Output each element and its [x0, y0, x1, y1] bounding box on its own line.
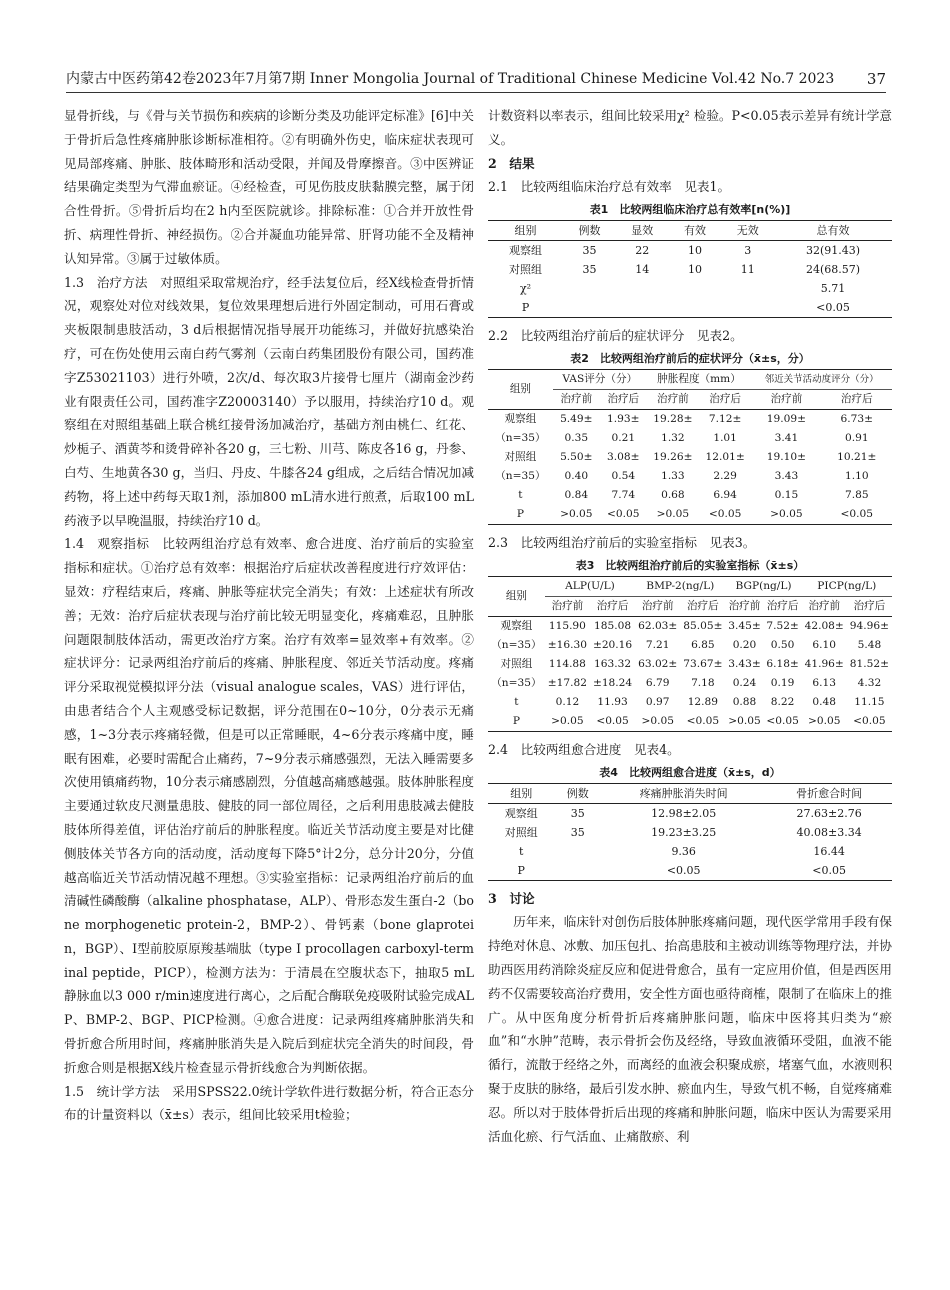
table-cell: 1.10: [844, 469, 869, 482]
table-cell: 12.01±: [705, 450, 745, 463]
table-header-row: [488, 783, 892, 803]
header-cell: 组别: [488, 783, 554, 803]
table-cell: 19.26±: [653, 450, 693, 463]
table-cell: <0.05: [708, 507, 742, 520]
table-3: [488, 576, 892, 732]
header-cell: 治疗前: [647, 389, 699, 409]
table-cell: P: [517, 863, 525, 877]
table-row: [488, 655, 892, 674]
table-cell: 22: [635, 244, 650, 258]
table-cell: <0.05: [816, 301, 850, 315]
header-cell: 治疗后: [847, 596, 892, 616]
table-row: [488, 260, 892, 279]
table-cell: 6.13: [812, 676, 836, 689]
table-cell: t: [518, 488, 523, 501]
table-1: [488, 220, 892, 318]
table-cell: 19.10±: [766, 450, 807, 463]
table-row: [488, 241, 892, 261]
table-cell: 6.73±: [840, 412, 874, 425]
paragraph: 计数资料以率表示，组间比较采用χ² 检验。P<0.05表示差异有统计学意义。: [488, 108, 892, 147]
table-cell: 16.44: [813, 844, 845, 858]
table-cell: 6.10: [812, 638, 836, 651]
table-cell: 3.43: [774, 469, 799, 482]
header-cell: 治疗前: [545, 596, 590, 616]
table-cell: 1.01: [713, 431, 737, 444]
table-cell: 观察组: [504, 806, 538, 820]
table-cell: 115.90: [548, 619, 586, 632]
table-cell: <0.05: [766, 714, 799, 727]
table-cell: >0.05: [770, 507, 803, 520]
table-subheader-row: [488, 596, 892, 616]
header-cell: 邻近关节活动度评分（分）: [751, 369, 892, 389]
table-cell: <0.05: [666, 863, 701, 877]
header-cell: 例数: [563, 221, 616, 241]
header-cell: 骨折愈合时间: [766, 783, 892, 803]
header-cell: 治疗前: [802, 596, 847, 616]
table-cell: 0.88: [732, 695, 757, 708]
table-cell: （n=35）: [491, 638, 542, 651]
table-cell: 0.19: [770, 676, 795, 689]
table-cell: 5.50±: [560, 450, 593, 463]
table-cell: [563, 279, 616, 298]
table-cell: P: [512, 714, 520, 727]
table-cell: ±17.82: [547, 676, 587, 689]
table-cell: >0.05: [560, 507, 593, 520]
table-cell: 0.35: [564, 431, 589, 444]
header-cell: BGP(ng/L): [725, 576, 801, 596]
table-cell: [616, 279, 669, 298]
table-cell: 0.24: [732, 676, 757, 689]
section-1-5: 1.5 统计学方法 采用SPSS22.0统计学软件进行数据分析，符合正态分布的计量资料以（x̄±s）表示，组间比较采用t检验；: [64, 1083, 474, 1123]
header-cell: 有效: [669, 221, 722, 241]
table-cell: 0.12: [555, 695, 580, 708]
table-row: [488, 467, 892, 486]
table-cell: 4.32: [857, 676, 882, 689]
table-cell: 35: [582, 263, 597, 277]
header-cell: 例数: [554, 783, 601, 803]
table-cell: <0.05: [607, 507, 640, 520]
heading-discussion: 3 讨论: [488, 890, 535, 906]
table-cell: [669, 279, 722, 298]
page-number: 37: [866, 70, 886, 88]
header-cell: 疼痛肿胀消失时间: [601, 783, 766, 803]
section-1-3: 1.3 治疗方法 对照组采取常规治疗，经手法复位后，经X线检查骨折情况，观察处对位对线效果，复位效果理想后进行外固定制动，可用石膏或夹板限制患肢活动，3 d后根据情况指导展开功能练习，并做好抗感染治疗，可在伤处使用云南白药气雾剂（云南白药集团股份有限公司，国药准字Z53021103）进行外喷，2次/d、每次取3片接骨七厘片（湖南金沙药业有限责任公司，国药准字Z20003140）予以服用，持续治疗10 d。观察组在对照组基础上联合桃红接骨汤加减治疗，基础方剂由桃仁、红花、炒栀子、酒黄芩和烫骨碎补各20 g，三七粉、川芎、陈皮各16 g，丹参、白芍、生地黄各30 g，当归、丹皮、牛膝各24 g组成，之后结合情况加减药物，将上述中药每天取1剂，添加800 mL清水进行煎煮，后取100 mL药液予以早晚温服，持续治疗10 d。: [64, 274, 474, 528]
table-cell: 163.32: [594, 657, 632, 670]
table-cell: 10: [687, 244, 702, 258]
table-cell: 8.22: [770, 695, 795, 708]
table-2-caption: 表2 比较两组治疗前后的症状评分（x̄±s，分）: [570, 351, 810, 365]
header-cell: 治疗后: [680, 596, 725, 616]
header-cell: 显效: [616, 221, 669, 241]
table-cell: 42.08±: [804, 619, 844, 632]
table-cell: ±20.16: [592, 638, 633, 651]
left-column: [64, 104, 474, 1127]
table-cell: 94.96±: [849, 619, 889, 632]
table-cell: 7.52±: [766, 619, 799, 632]
table-2: [488, 369, 892, 525]
header-cell: BMP-2(ng/L): [635, 576, 725, 596]
section-2-4: 2.4 比较两组愈合进度 见表4。: [488, 741, 680, 757]
header-cell: 治疗前: [725, 596, 763, 616]
table-row: [488, 674, 892, 693]
table-cell: [721, 298, 774, 318]
header-cell: PICP(ng/L): [802, 576, 892, 596]
table-cell: 11.15: [854, 695, 885, 708]
paragraph: 显骨折线，与《骨与关节损伤和疾病的诊断分类及功能评定标准》[6]中关于骨折后急性疼痛肿胀诊断标准相符。②有明确外伤史，临床症状表现可见局部疼痛、肿胀、肢体畸形和活动受限，并闻及骨摩擦音。③中医辨证结果确定类型为气滞血瘀证。④经检查，可见伤肢皮肤黏膜完整，属于闭合性骨折。⑤骨折后均在2 h内至医院就诊。排除标准：①合并开放性骨折、病理性骨折、神经损伤。②合并凝血功能异常、肝肾功能不全及精神认知异常。③属于过敏体质。: [64, 108, 474, 266]
header-cell: 肿胀程度（mm）: [647, 369, 752, 389]
table-cell: χ²: [520, 282, 532, 296]
table-cell: [669, 298, 722, 318]
header-cell: 治疗前: [553, 389, 600, 409]
table-cell: ±16.30: [547, 638, 587, 651]
section-2-1: 2.1 比较两组临床治疗总有效率 见表1。: [488, 179, 731, 195]
table-row: [488, 636, 892, 655]
table-cell: 35: [570, 825, 585, 839]
table-cell: 19.23±3.25: [651, 825, 717, 839]
table-cell: 6.85: [691, 638, 715, 651]
table-cell: 63.02±: [638, 657, 678, 670]
header-cell: 组别: [488, 369, 553, 409]
table-cell: 1.93±: [607, 412, 640, 425]
table-cell: >0.05: [656, 507, 690, 520]
table-row: [488, 712, 892, 732]
table-cell: 10: [687, 263, 702, 277]
table-row: [488, 486, 892, 505]
table-cell: 观察组: [500, 619, 533, 632]
journal-info: 内蒙古中医药第42卷2023年7月第7期 Inner Mongolia Journal of Traditional Chinese Medicine Vol.42 No.7 2023: [66, 71, 835, 87]
table-cell: 19.28±: [653, 412, 693, 425]
table-header-row: [488, 576, 892, 596]
table-cell: 0.48: [812, 695, 836, 708]
table-cell: 10.21±: [837, 450, 877, 463]
header-cell: 组别: [488, 221, 563, 241]
table-cell: >0.05: [728, 714, 761, 727]
table-cell: （n=35）: [491, 676, 542, 689]
table-cell: <0.05: [686, 714, 720, 727]
table-cell: >0.05: [551, 714, 584, 727]
table-row: [488, 409, 892, 429]
header-cell: 总有效: [774, 221, 892, 241]
table-row: [488, 298, 892, 318]
table-cell: 12.89: [687, 695, 719, 708]
table-cell: 0.20: [732, 638, 757, 651]
table-cell: [554, 861, 601, 881]
header-cell: 治疗后: [822, 389, 892, 409]
table-cell: 32(91.43): [806, 244, 861, 258]
table-4-caption: 表4 比较两组愈合进度（x̄±s，d）: [599, 765, 781, 779]
table-cell: 5.48: [857, 638, 882, 651]
header-cell: 组别: [488, 576, 545, 616]
table-row: [488, 823, 892, 842]
table-row: [488, 842, 892, 861]
heading-results: 2 结果: [488, 155, 535, 171]
table-cell: 27.63±2.76: [796, 806, 862, 820]
table-cell: 14: [635, 263, 650, 277]
table-cell: P: [516, 507, 524, 520]
table-cell: 对照组: [504, 450, 537, 463]
table-row: [488, 803, 892, 823]
table-cell: [721, 279, 774, 298]
table-cell: 0.84: [564, 488, 589, 501]
table-cell: 2.29: [713, 469, 737, 482]
table-cell: 1.32: [661, 431, 685, 444]
section-2-3: 2.3 比较两组治疗前后的实验室指标 见表3。: [488, 534, 756, 550]
table-cell: 7.18: [691, 676, 715, 689]
table-cell: （n=35）: [495, 431, 546, 444]
table-cell: 3: [744, 244, 752, 258]
header-cell: 治疗前: [751, 389, 821, 409]
table-cell: 114.88: [548, 657, 586, 670]
table-cell: P: [521, 301, 530, 315]
table-cell: 85.05±: [683, 619, 723, 632]
table-cell: 3.41: [774, 431, 799, 444]
table-row: [488, 861, 892, 881]
table-cell: >0.05: [807, 714, 841, 727]
table-cell: ±18.24: [592, 676, 633, 689]
table-cell: [563, 298, 616, 318]
table-cell: 6.94: [713, 488, 737, 501]
header-cell: 治疗后: [764, 596, 802, 616]
table-cell: 对照组: [504, 825, 538, 839]
table-cell: 24(68.57): [806, 263, 861, 277]
table-cell: 对照组: [500, 657, 533, 670]
header-cell: 治疗前: [635, 596, 680, 616]
table-cell: 0.15: [774, 488, 799, 501]
table-cell: 0.40: [564, 469, 589, 482]
table-cell: t: [514, 695, 519, 708]
table-row: [488, 448, 892, 467]
running-header: [66, 66, 886, 93]
table-cell: 3.45±: [728, 619, 761, 632]
table-header-row: [488, 369, 892, 389]
table-row: [488, 505, 892, 525]
table-cell: 9.36: [671, 844, 696, 858]
table-cell: 3.43±: [728, 657, 761, 670]
table-cell: （n=35）: [495, 469, 546, 482]
table-3-caption: 表3 比较两组治疗前后的实验室指标（x̄±s）: [575, 558, 805, 572]
table-cell: 62.03±: [638, 619, 678, 632]
header-cell: 治疗后: [699, 389, 751, 409]
table-row: [488, 693, 892, 712]
table-cell: <0.05: [596, 714, 629, 727]
header-cell: ALP(U/L): [545, 576, 635, 596]
table-cell: 3.08±: [607, 450, 640, 463]
table-cell: <0.05: [840, 507, 874, 520]
table-cell: 73.67±: [683, 657, 723, 670]
table-cell: <0.05: [812, 863, 846, 877]
table-cell: [554, 842, 601, 861]
table-cell: 0.54: [611, 469, 636, 482]
table-4: [488, 783, 892, 881]
table-cell: t: [519, 844, 524, 858]
table-cell: 7.85: [844, 488, 869, 501]
section-1-4: 1.4 观察指标 比较两组治疗总有效率、愈合进度、治疗前后的实验室指标和症状。①治疗总有效率：根据治疗后症状改善程度进行疗效评估：显效：疗程结束后，疼痛、肿胀等症状完全消失；有效：上述症状有所改善；无效：治疗后症状表现与治疗前比较无明显变化，疼痛难忍，且肿胀问题限制肢体活动，需更改治疗方案。治疗有效率=显效率+有效率。②症状评分：记录两组治疗前后的疼痛、肿胀程度、邻近关节活动度。疼痛评分采取视觉模拟评分法（visual analogue scales，VAS）进行评估，由患者结合个人主观感受标记数据，评分范围在0~10分，0分表示无痛感，1~3分表示疼痛轻微，但是可以正常睡眠，4~6分表示疼痛中度，睡眠有困难，必要时需配合止痛药，7~9分表示痛感强烈，无法入睡需要多次使用镇痛药物，10分表示痛感剧烈，分值越高痛感越强。肢体肿胀程度主要通过软皮尺测量患肢、健肢的同一部位周径，之后利用患肢减去健肢肢体所得差值，评估治疗前后的肿胀程度。临近关节活动度主要是对比健侧肢体关节各方向的活动度，活动度每下降5°计2分，总分计20分，分值越高临近关节活动情况越不理想。③实验室指标：记录两组治疗前后的血清碱性磷酸酶（alkaline phosphatase，ALP）、骨形态发生蛋白-2（bone morphogenetic protein-2，BMP-2）、骨钙素（bone glaprotein，BGP）、I型前胶原原羧基端肽（type I procollagen carboxyl-terminal peptide，PICP），检测方法为：于清晨在空腹状态下，抽取5 mL静脉血以3 000 r/min速度进行离心，之后配合酶联免疫吸附试验完成ALP、BMP-2、BGP、PICP检测。④愈合进度：记录两组疼痛肿胀消失和骨折愈合所用时间，疼痛肿胀消失是入院后到症状完全消失的时间段，骨折愈合则是根据X线片检查显示骨折线愈合为判断依据。: [64, 536, 474, 1075]
table-cell: <0.05: [853, 714, 886, 727]
table-cell: [616, 298, 669, 318]
table-cell: 对照组: [509, 263, 543, 277]
table-cell: 11.93: [597, 695, 628, 708]
right-column: [488, 104, 892, 1148]
table-cell: 0.21: [611, 431, 636, 444]
section-2-2: 2.2 比较两组治疗前后的症状评分 见表2。: [488, 328, 743, 344]
header-cell: VAS评分（分）: [553, 369, 647, 389]
table-1-caption: 表1 比较两组临床治疗总有效率[n(%)]: [589, 203, 791, 217]
table-cell: 40.08±3.34: [796, 825, 862, 839]
table-cell: 5.71: [820, 282, 846, 296]
table-cell: 6.79: [645, 676, 670, 689]
table-cell: 35: [570, 806, 585, 820]
table-cell: >0.05: [641, 714, 674, 727]
table-cell: 12.98±2.05: [651, 806, 717, 820]
discussion-paragraph: 历年来，临床针对创伤后肢体肿胀疼痛问题，现代医学常用手段有保持绝对休息、冰敷、加压包扎、抬高患肢和主被动训练等物理疗法，并协助西医用药消除炎症反应和促进骨愈合，虽有一定应用价值，但是西医用药不仅需要较高治疗费用，安全性方面也亟待商榷，限制了在临床上的推广。从中医角度分析骨折后疼痛肿胀问题，临床中医将其归类为“瘀血”和“水肿”范畴，表示骨折会伤及经络，导致血液循环受阻，血液不能循行，流散于经络之外，而离经的血液会积聚成瘀，堵塞气血，水液则积聚于皮肤的脉络，最后引发水肿、瘀血内生，导致气机不畅，自觉疼痛难忍。所以对于肢体骨折后出现的疼痛和肿胀问题，临床中医认为需要采用活血化瘀、行气活血、止痛散瘀、利: [488, 914, 892, 1144]
table-cell: 0.50: [770, 638, 795, 651]
table-cell: 0.97: [645, 695, 670, 708]
table-row: [488, 616, 892, 636]
table-cell: 1.33: [661, 469, 685, 482]
table-cell: 0.68: [661, 488, 685, 501]
table-cell: 7.12±: [708, 412, 742, 425]
table-cell: 7.21: [645, 638, 670, 651]
header-cell: 治疗后: [590, 596, 635, 616]
table-cell: 5.49±: [560, 412, 593, 425]
table-cell: 185.08: [594, 619, 632, 632]
header-cell: 治疗后: [600, 389, 647, 409]
table-cell: 6.18±: [766, 657, 799, 670]
table-cell: 11: [740, 263, 755, 277]
table-cell: 0.91: [844, 431, 869, 444]
table-cell: 7.74: [611, 488, 636, 501]
table-cell: 观察组: [509, 244, 543, 258]
table-row: [488, 429, 892, 448]
header-cell: 无效: [721, 221, 774, 241]
table-cell: 41.96±: [804, 657, 844, 670]
table-header-row: [488, 221, 892, 241]
table-cell: 19.09±: [766, 412, 807, 425]
table-row: [488, 279, 892, 298]
table-cell: 35: [582, 244, 597, 258]
table-cell: 81.52±: [849, 657, 889, 670]
table-cell: 观察组: [504, 412, 537, 425]
